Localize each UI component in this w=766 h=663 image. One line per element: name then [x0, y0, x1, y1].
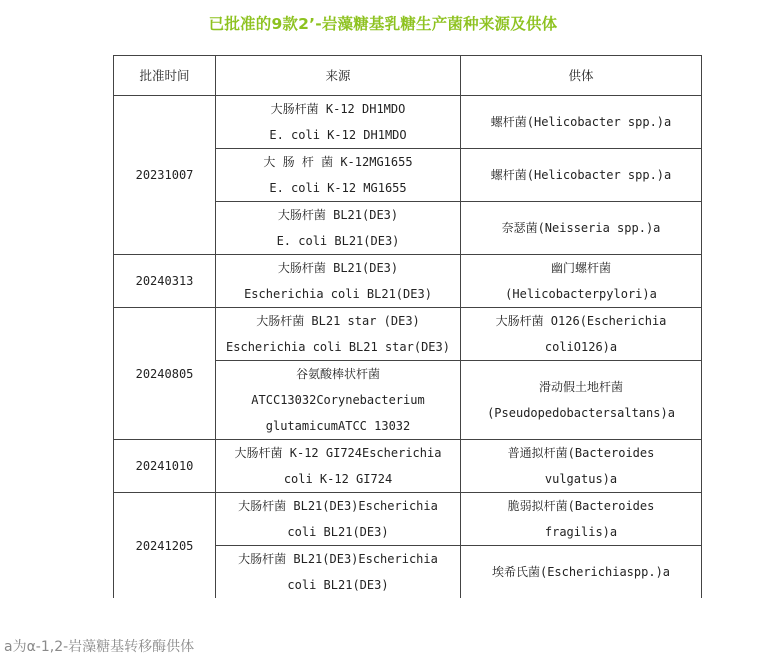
strain-source-table [113, 55, 702, 598]
approval-date-cell: 20241010 [114, 440, 216, 493]
source-cn: 大肠杆菌 BL21(DE3) [277, 261, 399, 275]
donor-text: 螺杆菌(Helicobacter spp.)a [490, 168, 672, 182]
donor-en: coliO126)a [544, 340, 618, 354]
source-cell [216, 202, 461, 255]
source-cn: 大肠杆菌 BL21 star (DE3) [256, 314, 420, 328]
donor-en: (Helicobacterpylori)a [505, 287, 657, 301]
source-cn: 大肠杆菌 BL21(DE3) [277, 208, 399, 222]
donor-cell [461, 546, 702, 599]
donor-cell [461, 255, 702, 308]
source-cell [216, 96, 461, 149]
source-en: Escherichia coli BL21 star(DE3) [226, 340, 450, 354]
source-line-2: coli BL21(DE3) [287, 578, 389, 592]
footnote: a为α-1,2-岩藻糖基转移酶供体 [4, 639, 195, 655]
header-source: 来源 [216, 56, 461, 96]
donor-cell [461, 361, 702, 440]
approval-date-cell: 20240313 [114, 255, 216, 308]
approval-date-cell: 20240805 [114, 308, 216, 440]
donor-cell [461, 493, 702, 546]
table-row [114, 96, 702, 149]
source-cn: 大肠杆菌 K-12 DH1MDO [270, 102, 406, 116]
approval-date-cell: 20231007 [114, 96, 216, 255]
donor-cn: 幽门螺杆菌 [550, 261, 611, 275]
donor-text: 奈瑟菌(Neisseria spp.)a [501, 221, 661, 235]
donor-cell [461, 202, 702, 255]
source-cell [216, 149, 461, 202]
table-row [114, 493, 702, 546]
header-donor: 供体 [461, 56, 702, 96]
source-en: E. coli K-12 DH1MDO [269, 128, 407, 142]
source-en: Escherichia coli BL21(DE3) [244, 287, 432, 301]
header-approval-date: 批准时间 [114, 56, 216, 96]
table-row [114, 440, 702, 493]
source-line-2: coli BL21(DE3) [287, 525, 389, 539]
source-en: E. coli K-12 MG1655 [269, 181, 407, 195]
donor-en: (Pseudopedobactersaltans)a [487, 406, 675, 420]
donor-cell [461, 308, 702, 361]
donor-line-1: 脆弱拟杆菌(Bacteroides [507, 499, 655, 513]
source-cell [216, 255, 461, 308]
source-cell [216, 361, 461, 440]
donor-line-2: vulgatus)a [544, 472, 618, 486]
donor-cn: 大肠杆菌 O126(Escherichia [495, 314, 667, 328]
source-en: E. coli BL21(DE3) [276, 234, 400, 248]
source-en-cont: glutamicumATCC 13032 [265, 419, 411, 433]
source-cn: 谷氨酸棒状杆菌 [295, 367, 380, 381]
source-line-1: 大肠杆菌 BL21(DE3)Escherichia [238, 552, 438, 566]
source-en: ATCC13032Corynebacterium [251, 393, 425, 407]
source-cell [216, 308, 461, 361]
table-row [114, 255, 702, 308]
source-cell [216, 440, 461, 493]
donor-cell [461, 96, 702, 149]
source-line-2: coli K-12 GI724 [283, 472, 393, 486]
donor-text: 螺杆菌(Helicobacter spp.)a [490, 115, 672, 129]
donor-cell [461, 149, 702, 202]
source-cell [216, 546, 461, 599]
approval-date-cell: 20241205 [114, 493, 216, 599]
table-header-row [114, 56, 702, 96]
donor-cn: 滑动假土地杆菌 [538, 380, 623, 394]
source-line-1: 大肠杆菌 K-12 GI724Escherichia [234, 446, 442, 460]
source-line-1: 大肠杆菌 BL21(DE3)Escherichia [238, 499, 438, 513]
source-cell [216, 493, 461, 546]
source-cn: 大 肠 杆 菌 K-12MG1655 [263, 155, 413, 169]
table-row [114, 308, 702, 361]
donor-line-1: 普通拟杆菌(Bacteroides [507, 446, 655, 460]
donor-text: 埃希氏菌(Escherichiaspp.)a [491, 565, 671, 579]
page-title: 已批准的9款2’-岩藻糖基乳糖生产菌种来源及供体 [208, 15, 558, 33]
donor-line-2: fragilis)a [544, 525, 618, 539]
donor-cell [461, 440, 702, 493]
